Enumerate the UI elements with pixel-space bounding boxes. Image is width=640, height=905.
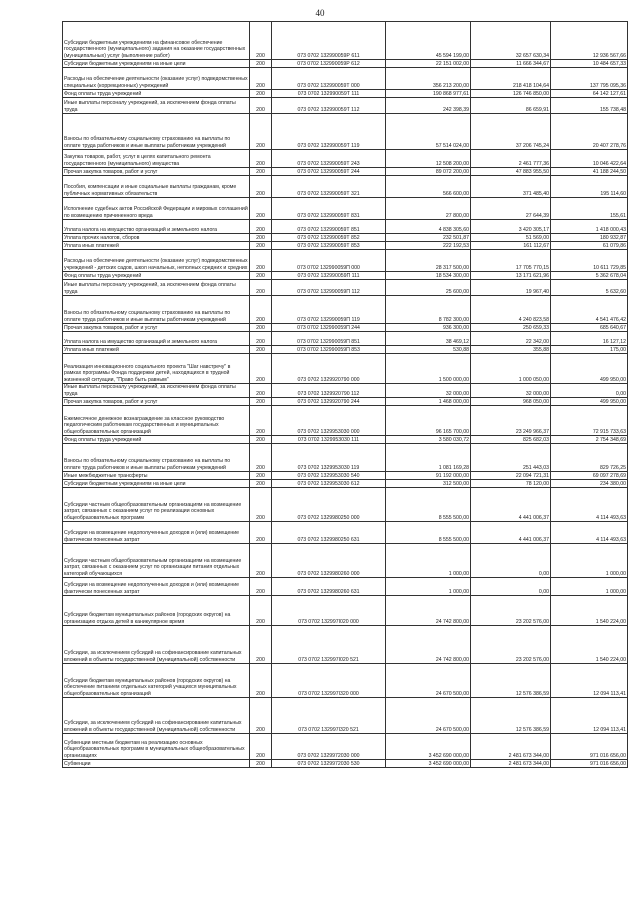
row-approved-amount: 1 468 000,00: [386, 398, 471, 406]
row-classification-code: 073 0702 132990059П 112: [272, 280, 386, 296]
row-approved-amount: 312 500,00: [386, 480, 471, 488]
row-remaining-amount: 2 754 348,69: [551, 436, 628, 444]
row-executed-amount: 78 120,00: [471, 480, 551, 488]
table-row: [63, 488, 628, 522]
row-classification-code: 073 0702 132990059П 000: [272, 250, 386, 272]
row-executed-amount: 13 171 621,96: [471, 272, 551, 280]
row-name: Субсидии бюджетным учреждениям на финансовое обеспечение государственного (муниципального) задания на оказание государственных (муниципальных) услуг (выполнение работ): [63, 22, 250, 60]
row-line-code: 200: [250, 114, 272, 150]
row-line-code: 200: [250, 734, 272, 760]
row-line-code: 200: [250, 480, 272, 488]
row-line-code: 200: [250, 68, 272, 90]
row-executed-amount: 37 206 745,24: [471, 114, 551, 150]
table-row: [63, 480, 628, 488]
row-approved-amount: 8 555 500,00: [386, 522, 471, 544]
row-name: Реализация инновационного социального проекта "Шаг навстречу" в рамках программы Фонда поддержки детей, находящихся в трудной жизненной ситуации, "Право быть равным": [63, 354, 250, 384]
row-line-code: 200: [250, 234, 272, 242]
table-row: [63, 626, 628, 664]
row-classification-code: 073 0702 132990059Т 852: [272, 234, 386, 242]
row-executed-amount: 32 000,00: [471, 384, 551, 398]
row-line-code: 200: [250, 596, 272, 626]
table-row: [63, 22, 628, 60]
row-name: Субвенции местным бюджетам на реализацию основных общеобразовательных программ в муниципальных общеобразовательных организациях: [63, 734, 250, 760]
row-approved-amount: 25 600,00: [386, 280, 471, 296]
row-executed-amount: 3 420 305,17: [471, 220, 551, 234]
row-executed-amount: 47 883 955,50: [471, 168, 551, 176]
row-remaining-amount: 12 936 567,66: [551, 22, 628, 60]
row-approved-amount: 1 081 169,28: [386, 444, 471, 472]
row-executed-amount: 161 112,67: [471, 242, 551, 250]
row-name: Иные выплаты персоналу учреждений, за исключением фонда оплаты труда: [63, 384, 250, 398]
row-remaining-amount: 5 632,60: [551, 280, 628, 296]
row-classification-code: 073 0702 132990059П 119: [272, 296, 386, 324]
row-remaining-amount: 180 932,87: [551, 234, 628, 242]
row-remaining-amount: 1 000,00: [551, 578, 628, 596]
row-remaining-amount: 1 540 224,00: [551, 626, 628, 664]
table-row: [63, 444, 628, 472]
row-name: Уплата иных платежей: [63, 346, 250, 354]
row-remaining-amount: 1 418 000,43: [551, 220, 628, 234]
row-executed-amount: 825 682,03: [471, 436, 551, 444]
row-classification-code: 073 0702 132990059Р 611: [272, 22, 386, 60]
table-row: [63, 384, 628, 398]
row-name: Иные выплаты персоналу учреждений, за исключением фонда оплаты труда: [63, 98, 250, 114]
row-classification-code: 073 0702 132990059Р 612: [272, 60, 386, 68]
row-classification-code: 073 0702 132990059Т 321: [272, 176, 386, 198]
row-name: Субсидии частным общеобразовательным организациям на возмещение затрат, связанных с оказанием услуг по реализации основных общеобразовательных программ: [63, 488, 250, 522]
row-name: Субсидии на возмещение недополученных доходов и (или) возмещение фактически понесенных затрат: [63, 522, 250, 544]
row-executed-amount: 4 441 006,37: [471, 488, 551, 522]
row-remaining-amount: 0,00: [551, 384, 628, 398]
row-line-code: 200: [250, 90, 272, 98]
row-remaining-amount: 4 541 476,42: [551, 296, 628, 324]
row-classification-code: 073 0702 1329920790 244: [272, 398, 386, 406]
row-approved-amount: 96 165 700,00: [386, 406, 471, 436]
row-executed-amount: 22 094 721,31: [471, 472, 551, 480]
row-classification-code: 073 0702 1329920790 000: [272, 354, 386, 384]
row-remaining-amount: 685 640,67: [551, 324, 628, 332]
row-classification-code: 073 0702 132990059Т 111: [272, 90, 386, 98]
row-classification-code: 073 0702 132990059Т 112: [272, 98, 386, 114]
table-row: [63, 90, 628, 98]
row-executed-amount: 19 967,40: [471, 280, 551, 296]
row-line-code: 200: [250, 664, 272, 698]
row-remaining-amount: 10 046 422,64: [551, 150, 628, 168]
table-row: [63, 234, 628, 242]
row-line-code: 200: [250, 488, 272, 522]
table-row: [63, 472, 628, 480]
table-row: [63, 168, 628, 176]
row-approved-amount: 1 500 000,00: [386, 354, 471, 384]
table-row: [63, 346, 628, 354]
row-classification-code: 073 0702 132990059Т 243: [272, 150, 386, 168]
row-classification-code: 073 0702 132997I320 521: [272, 698, 386, 734]
row-line-code: 200: [250, 346, 272, 354]
row-remaining-amount: 137 795 095,36: [551, 68, 628, 90]
table-row: [63, 150, 628, 168]
row-line-code: 200: [250, 472, 272, 480]
row-name: Субсидии, за исключением субсидий на софинансирование капитальных вложений в объекты государственной (муниципальной) собственности: [63, 626, 250, 664]
table-row: [63, 354, 628, 384]
row-executed-amount: 23 202 576,00: [471, 596, 551, 626]
row-executed-amount: 251 443,03: [471, 444, 551, 472]
row-approved-amount: 8 782 300,00: [386, 296, 471, 324]
row-line-code: 200: [250, 332, 272, 346]
row-classification-code: 073 0702 1329953030 119: [272, 444, 386, 472]
row-name: Прочая закупка товаров, работ и услуг: [63, 398, 250, 406]
table-row: [63, 578, 628, 596]
row-approved-amount: 32 000,00: [386, 384, 471, 398]
row-line-code: 200: [250, 220, 272, 234]
row-line-code: 200: [250, 698, 272, 734]
row-approved-amount: 24 742 800,00: [386, 626, 471, 664]
row-executed-amount: 22 342,00: [471, 332, 551, 346]
row-name: Взносы по обязательному социальному страхованию на выплаты по оплате труда работников и иные выплаты работникам учреждений: [63, 114, 250, 150]
row-classification-code: 073 0702 132990059Т 851: [272, 220, 386, 234]
row-name: Уплата налога на имущество организаций и земельного налога: [63, 332, 250, 346]
table-row: [63, 220, 628, 234]
row-classification-code: 073 0702 1329953030 540: [272, 472, 386, 480]
row-line-code: 200: [250, 522, 272, 544]
row-executed-amount: 27 644,39: [471, 198, 551, 220]
table-row: [63, 250, 628, 272]
row-classification-code: 073 0702 132990059П 244: [272, 324, 386, 332]
row-name: Уплата налога на имущество организаций и земельного налога: [63, 220, 250, 234]
row-approved-amount: 530,88: [386, 346, 471, 354]
row-line-code: 200: [250, 760, 272, 768]
row-name: Ежемесячное денежное вознаграждение за классное руководство педагогическим работникам государственных и муниципальных общеобразовательных организаций: [63, 406, 250, 436]
page-number: 40: [315, 8, 325, 18]
table-row: [63, 272, 628, 280]
row-line-code: 200: [250, 436, 272, 444]
row-remaining-amount: 4 114 493,63: [551, 522, 628, 544]
row-remaining-amount: 72 915 733,63: [551, 406, 628, 436]
table-row: [63, 436, 628, 444]
row-name: Субсидии бюджетам муниципальных районов (городских округов) на обеспечение питанием отдельных категорий учащихся муниципальных общеобразовательных организаций: [63, 664, 250, 698]
row-remaining-amount: 499 950,00: [551, 398, 628, 406]
row-remaining-amount: 20 407 278,76: [551, 114, 628, 150]
row-classification-code: 073 0702 1329980260 631: [272, 578, 386, 596]
row-executed-amount: 4 240 823,58: [471, 296, 551, 324]
row-name: Расходы на обеспечение деятельности (оказание услуг) подведомственных специальных (коррекционных) учреждений: [63, 68, 250, 90]
row-name: Пособия, компенсации и иные социальные выплаты гражданам, кроме публичных нормативных обязательств: [63, 176, 250, 198]
row-remaining-amount: 5 362 678,04: [551, 272, 628, 280]
row-remaining-amount: 1 540 224,00: [551, 596, 628, 626]
row-line-code: 200: [250, 578, 272, 596]
row-approved-amount: 8 555 500,00: [386, 488, 471, 522]
row-line-code: 200: [250, 398, 272, 406]
row-name: Прочая закупка товаров, работ и услуг: [63, 324, 250, 332]
row-executed-amount: 371 485,40: [471, 176, 551, 198]
row-line-code: 200: [250, 242, 272, 250]
row-executed-amount: 250 659,33: [471, 324, 551, 332]
row-approved-amount: 242 398,39: [386, 98, 471, 114]
row-classification-code: 073 0702 1329972030 530: [272, 760, 386, 768]
row-classification-code: 073 0702 1329953030 111: [272, 436, 386, 444]
row-remaining-amount: 10 611 729,85: [551, 250, 628, 272]
row-executed-amount: 12 576 386,59: [471, 664, 551, 698]
row-executed-amount: 2 481 673 344,00: [471, 760, 551, 768]
row-name: Субсидии бюджетам муниципальных районов (городских округов) на организацию отдыха детей в каникулярное время: [63, 596, 250, 626]
row-line-code: 200: [250, 198, 272, 220]
row-name: Субсидии, за исключением субсидий на софинансирование капитальных вложений в объекты государственной (муниципальной) собственности: [63, 698, 250, 734]
row-name: Фонд оплаты труда учреждений: [63, 90, 250, 98]
row-classification-code: 073 0702 132990059Т 831: [272, 198, 386, 220]
row-approved-amount: 89 072 200,00: [386, 168, 471, 176]
row-executed-amount: 86 659,91: [471, 98, 551, 114]
row-remaining-amount: 69 097 278,69: [551, 472, 628, 480]
row-name: Фонд оплаты труда учреждений: [63, 272, 250, 280]
row-approved-amount: 24 742 800,00: [386, 596, 471, 626]
row-name: Взносы по обязательному социальному страхованию на выплаты по оплате труда работников и иные выплаты работникам учреждений: [63, 296, 250, 324]
row-executed-amount: 4 441 006,37: [471, 522, 551, 544]
row-remaining-amount: 12 094 113,41: [551, 698, 628, 734]
row-remaining-amount: 234 380,00: [551, 480, 628, 488]
row-line-code: 200: [250, 384, 272, 398]
row-name: Субсидии частным общеобразовательным организациям на возмещение затрат, связанных с оказанием услуг по организации питания отдельных категорий обучающихся: [63, 544, 250, 578]
table-row: [63, 60, 628, 68]
row-executed-amount: 11 666 344,67: [471, 60, 551, 68]
row-approved-amount: 57 514 024,00: [386, 114, 471, 150]
row-approved-amount: 45 594 199,00: [386, 22, 471, 60]
row-classification-code: 073 0702 132997I020 000: [272, 596, 386, 626]
row-classification-code: 073 0702 1329920790 112: [272, 384, 386, 398]
table-row: [63, 522, 628, 544]
row-classification-code: 073 0702 1329980260 000: [272, 544, 386, 578]
row-executed-amount: 12 576 386,59: [471, 698, 551, 734]
row-executed-amount: 126 746 850,00: [471, 90, 551, 98]
row-remaining-amount: 175,00: [551, 346, 628, 354]
row-line-code: 200: [250, 626, 272, 664]
row-line-code: 200: [250, 168, 272, 176]
row-approved-amount: 4 838 305,60: [386, 220, 471, 234]
table-row: [63, 176, 628, 198]
row-classification-code: 073 0702 132990059Т 119: [272, 114, 386, 150]
row-approved-amount: 38 469,12: [386, 332, 471, 346]
table-row: [63, 734, 628, 760]
row-approved-amount: 222 192,53: [386, 242, 471, 250]
row-classification-code: 073 0702 132990059П 851: [272, 332, 386, 346]
row-remaining-amount: 4 114 493,63: [551, 488, 628, 522]
table-row: [63, 324, 628, 332]
row-line-code: 200: [250, 324, 272, 332]
row-executed-amount: 23 202 576,00: [471, 626, 551, 664]
row-classification-code: 073 0702 1329953030 000: [272, 406, 386, 436]
row-line-code: 200: [250, 354, 272, 384]
table-row: [63, 398, 628, 406]
row-classification-code: 073 0702 1329953030 612: [272, 480, 386, 488]
row-remaining-amount: 64 142 127,61: [551, 90, 628, 98]
row-executed-amount: 1 000 050,00: [471, 354, 551, 384]
row-remaining-amount: 155 738,48: [551, 98, 628, 114]
row-line-code: 200: [250, 444, 272, 472]
row-line-code: 200: [250, 406, 272, 436]
row-name: Прочая закупка товаров, работ и услуг: [63, 168, 250, 176]
table-row: [63, 114, 628, 150]
row-approved-amount: 27 800,00: [386, 198, 471, 220]
row-approved-amount: 1 000,00: [386, 578, 471, 596]
row-classification-code: 073 0702 132990059Т 244: [272, 168, 386, 176]
table-row: [63, 98, 628, 114]
row-approved-amount: 566 600,00: [386, 176, 471, 198]
row-remaining-amount: 499 950,00: [551, 354, 628, 384]
table-row: [63, 698, 628, 734]
row-line-code: 200: [250, 98, 272, 114]
row-approved-amount: 936 300,00: [386, 324, 471, 332]
row-classification-code: 073 0702 132997I020 521: [272, 626, 386, 664]
row-line-code: 200: [250, 150, 272, 168]
row-name: Уплата иных платежей: [63, 242, 250, 250]
row-name: Взносы по обязательному социальному страхованию на выплаты по оплате труда работников и иные выплаты работникам учреждений: [63, 444, 250, 472]
row-remaining-amount: 195 114,60: [551, 176, 628, 198]
row-remaining-amount: 61 079,86: [551, 242, 628, 250]
row-approved-amount: 28 317 500,00: [386, 250, 471, 272]
row-name: Иные межбюджетные трансферты: [63, 472, 250, 480]
row-executed-amount: 2 461 777,36: [471, 150, 551, 168]
row-classification-code: 073 0702 132990059П 111: [272, 272, 386, 280]
row-line-code: 200: [250, 296, 272, 324]
row-executed-amount: 51 569,00: [471, 234, 551, 242]
row-executed-amount: 0,00: [471, 578, 551, 596]
table-row: [63, 242, 628, 250]
table-row: [63, 68, 628, 90]
table-row: [63, 406, 628, 436]
row-approved-amount: 12 508 200,00: [386, 150, 471, 168]
row-name: Уплата прочих налогов, сборов: [63, 234, 250, 242]
row-remaining-amount: 41 188 244,50: [551, 168, 628, 176]
budget-execution-table: [62, 21, 628, 768]
table-row: [63, 280, 628, 296]
row-classification-code: 073 0702 1329980250 000: [272, 488, 386, 522]
row-approved-amount: 22 151 002,00: [386, 60, 471, 68]
row-approved-amount: 18 534 300,00: [386, 272, 471, 280]
row-classification-code: 073 0702 132990059П 853: [272, 346, 386, 354]
table-row: [63, 664, 628, 698]
row-remaining-amount: 12 094 113,41: [551, 664, 628, 698]
row-name: Субсидии на возмещение недополученных доходов и (или) возмещение фактически понесенных затрат: [63, 578, 250, 596]
row-line-code: 200: [250, 250, 272, 272]
row-remaining-amount: 16 127,12: [551, 332, 628, 346]
row-classification-code: 073 0702 1329980250 631: [272, 522, 386, 544]
row-name: Субвенции: [63, 760, 250, 768]
row-executed-amount: 0,00: [471, 544, 551, 578]
table-row: [63, 760, 628, 768]
row-name: Иные выплаты персоналу учреждений, за исключением фонда оплаты труда: [63, 280, 250, 296]
row-approved-amount: 190 868 977,61: [386, 90, 471, 98]
row-classification-code: 073 0702 132997I320 000: [272, 664, 386, 698]
row-classification-code: 073 0702 1329972030 000: [272, 734, 386, 760]
row-executed-amount: 218 418 104,64: [471, 68, 551, 90]
row-line-code: 200: [250, 272, 272, 280]
row-name: Фонд оплаты труда учреждений: [63, 436, 250, 444]
table-row: [63, 332, 628, 346]
row-remaining-amount: 155,61: [551, 198, 628, 220]
row-executed-amount: 23 249 966,37: [471, 406, 551, 436]
row-approved-amount: 3 452 690 000,00: [386, 734, 471, 760]
row-classification-code: 073 0702 132990059Т 853: [272, 242, 386, 250]
row-executed-amount: 355,88: [471, 346, 551, 354]
table-row: [63, 544, 628, 578]
row-line-code: 200: [250, 176, 272, 198]
row-name: Субсидии бюджетным учреждениям на иные цели: [63, 480, 250, 488]
row-approved-amount: 232 501,87: [386, 234, 471, 242]
row-line-code: 200: [250, 22, 272, 60]
row-approved-amount: 3 580 030,72: [386, 436, 471, 444]
row-remaining-amount: 1 000,00: [551, 544, 628, 578]
row-remaining-amount: 971 016 656,00: [551, 734, 628, 760]
row-name: Субсидии бюджетным учреждениям на иные цели: [63, 60, 250, 68]
row-executed-amount: 2 481 673 344,00: [471, 734, 551, 760]
row-approved-amount: 24 670 500,00: [386, 664, 471, 698]
table-row: [63, 296, 628, 324]
row-name: Расходы на обеспечение деятельности (оказание услуг) подведомственных учреждений - детских садов, школ начальных, неполных средних и средних: [63, 250, 250, 272]
row-line-code: 200: [250, 60, 272, 68]
row-approved-amount: 24 670 500,00: [386, 698, 471, 734]
row-executed-amount: 968 050,00: [471, 398, 551, 406]
row-approved-amount: 1 000,00: [386, 544, 471, 578]
table-row: [63, 596, 628, 626]
row-line-code: 200: [250, 544, 272, 578]
row-remaining-amount: 10 484 657,33: [551, 60, 628, 68]
table-row: [63, 198, 628, 220]
row-remaining-amount: 829 726,25: [551, 444, 628, 472]
row-approved-amount: 3 452 690 000,00: [386, 760, 471, 768]
row-name: Закупка товаров, работ, услуг в целях капитального ремонта государственного (муниципального) имущества: [63, 150, 250, 168]
row-classification-code: 073 0702 132990059Т 000: [272, 68, 386, 90]
row-name: Исполнение судебных актов Российской Федерации и мировых соглашений по возмещению причиненного вреда: [63, 198, 250, 220]
row-line-code: 200: [250, 280, 272, 296]
row-approved-amount: 91 192 000,00: [386, 472, 471, 480]
row-approved-amount: 356 213 200,00: [386, 68, 471, 90]
row-executed-amount: 17 705 770,15: [471, 250, 551, 272]
row-executed-amount: 32 657 630,34: [471, 22, 551, 60]
row-remaining-amount: 971 016 656,00: [551, 760, 628, 768]
